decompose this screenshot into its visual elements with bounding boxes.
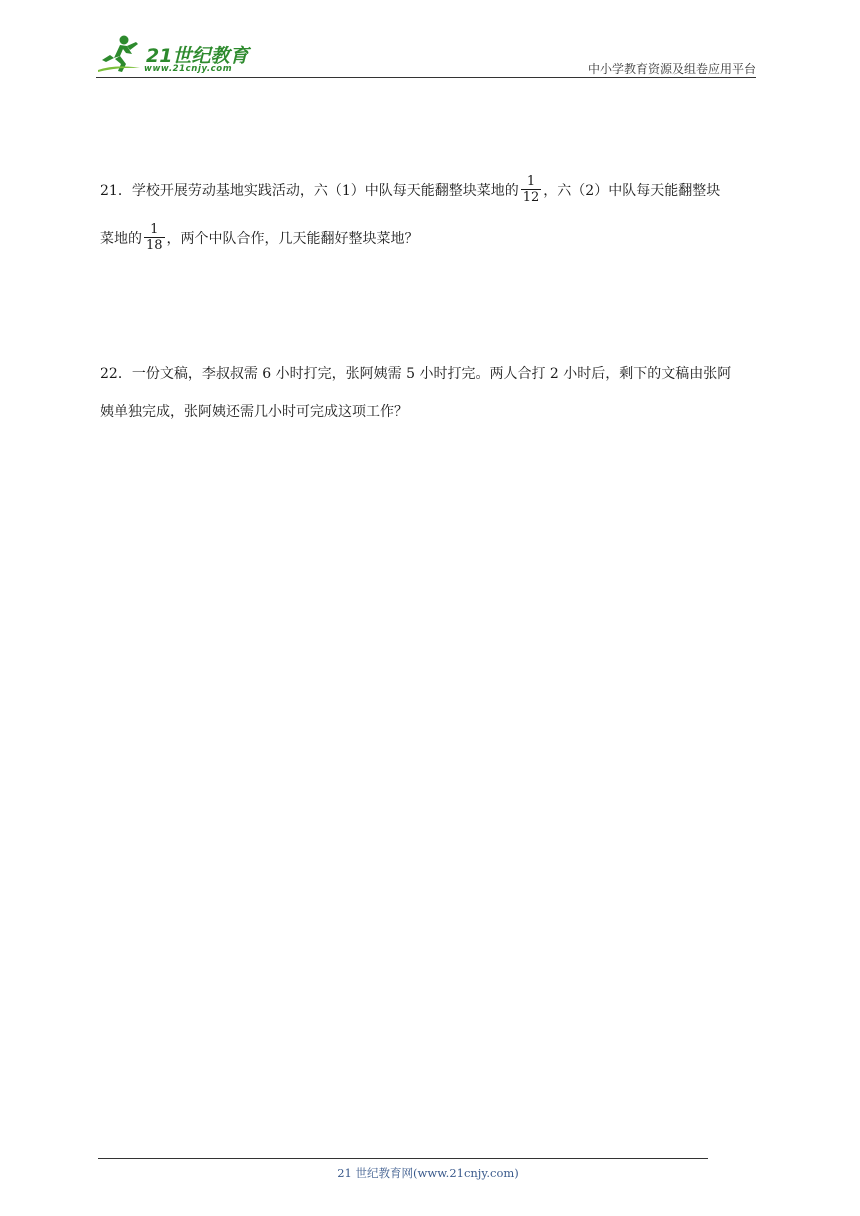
fraction-denominator: 18 (146, 237, 163, 253)
question-22-text-part-2: 姨单独完成，张阿姨还需几小时可完成这项工作？ (100, 404, 408, 420)
fraction-denominator: 12 (522, 189, 540, 205)
question-22-number: 22． (100, 366, 132, 382)
site-logo[interactable] (96, 34, 266, 74)
question-21-text-part-4: ，两个中队合作，几天能翻好整块菜地？ (166, 231, 419, 247)
fraction-one-twelfth (521, 174, 542, 205)
footer-site-link[interactable]: 21 世纪教育网(www.21cnjy.com) (337, 1166, 519, 1180)
page-header (96, 30, 756, 78)
question-22-line-2 (100, 398, 760, 426)
question-22 (100, 360, 760, 436)
question-21-text-part-1: 学校开展劳动基地实践活动，六（1）中队每天能翻整块菜地的 (131, 183, 519, 199)
question-21 (100, 170, 760, 260)
question-21-line-1 (100, 170, 760, 212)
fraction-numerator: 1 (526, 173, 536, 189)
fraction-numerator: 1 (150, 221, 159, 237)
logo-brand-text: 21世纪教育 (146, 45, 249, 67)
question-21-line-2 (100, 218, 760, 260)
question-22-text-part-1: 一份文稿，李叔叔需 6 小时打完，张阿姨需 5 小时打完。两人合打 2 小时后，剩下的文稿由张阿 (131, 366, 732, 382)
logo-url-text: www.21cnjy.com (144, 64, 233, 74)
header-tagline: 中小学教育资源及组卷应用平台 (587, 62, 756, 76)
header-divider (96, 77, 756, 78)
fraction-one-eighteenth (144, 222, 165, 253)
footer-divider (98, 1158, 708, 1159)
question-21-number: 21． (100, 183, 132, 199)
question-21-text-part-2: ，六（2）中队每天能翻整块 (543, 183, 721, 199)
question-21-text-part-3: 菜地的 (100, 231, 142, 247)
question-22-line-1 (100, 360, 760, 388)
